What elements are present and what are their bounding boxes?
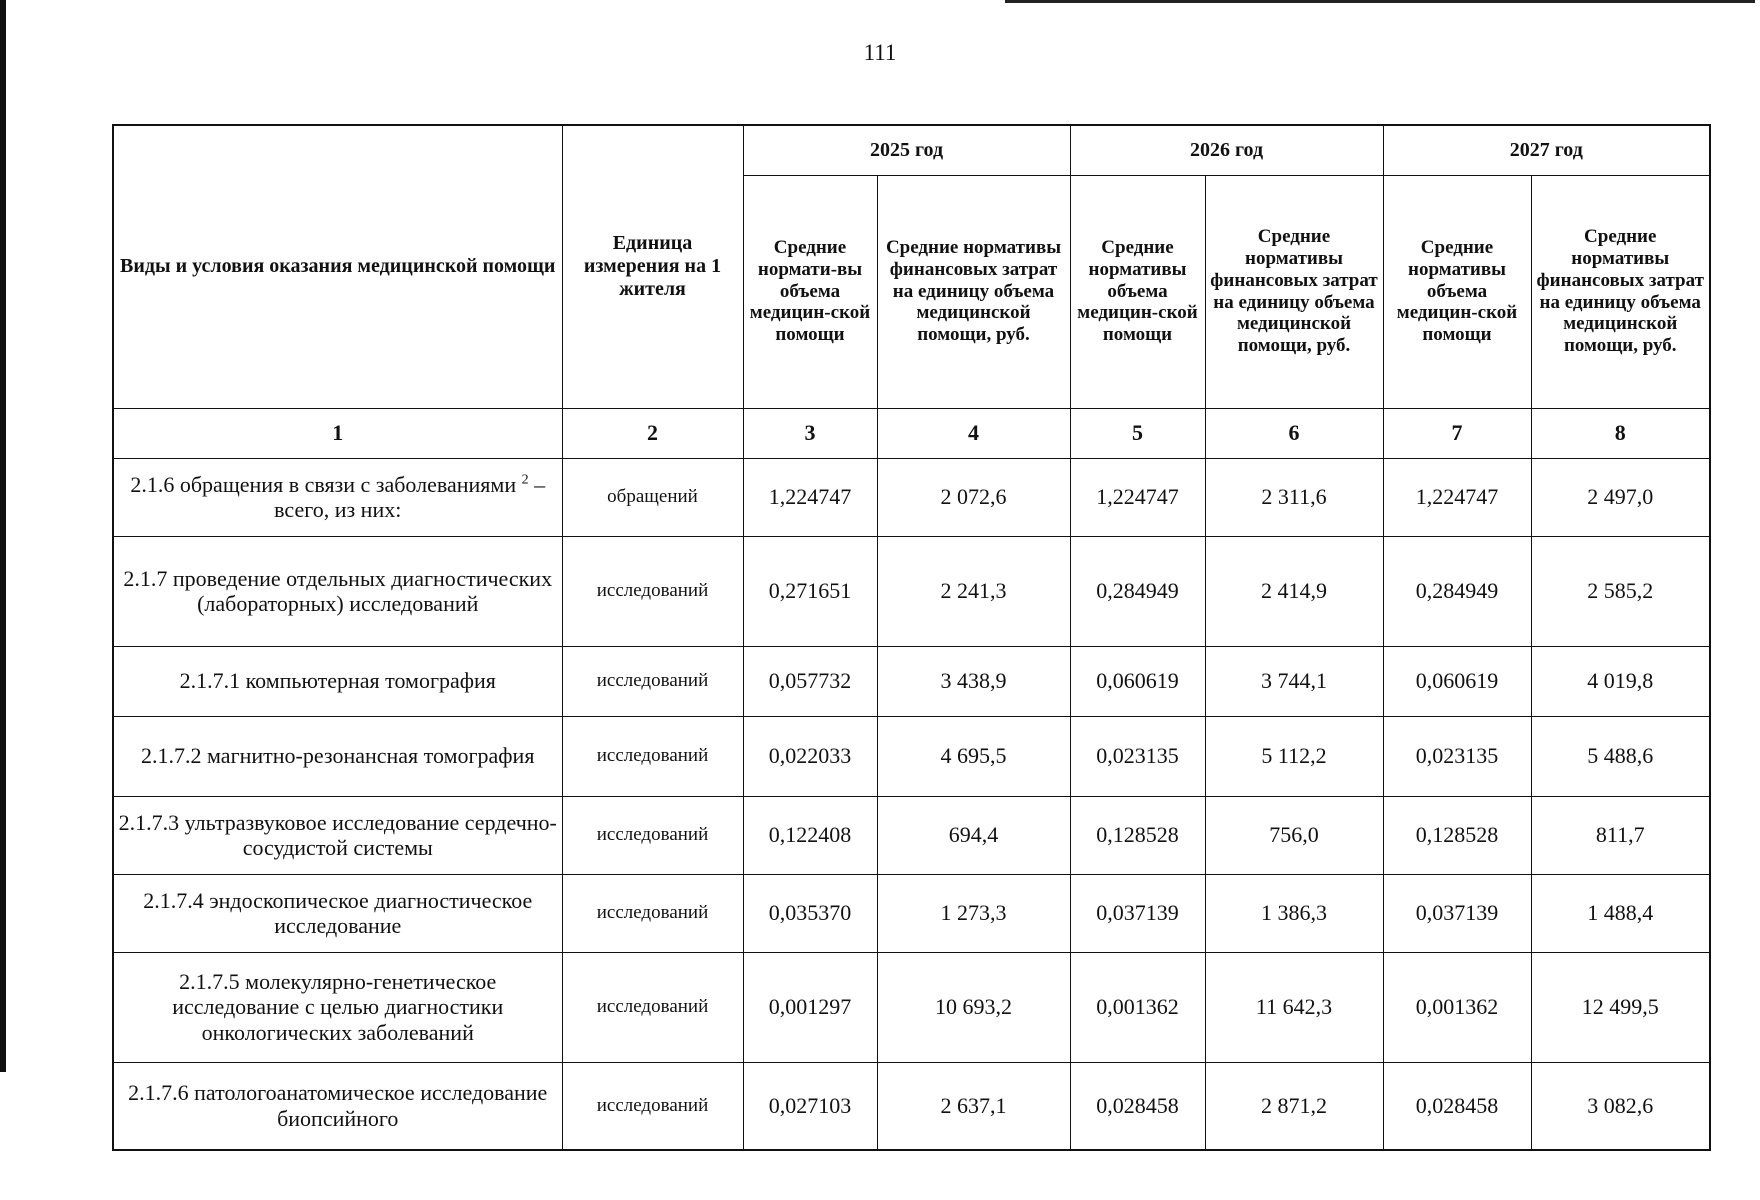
cell-cost-2026: 3 744,1 — [1205, 646, 1383, 716]
column-index: 3 — [743, 408, 877, 458]
footnote-mark: 2 — [521, 472, 529, 488]
row-unit: исследований — [562, 536, 743, 646]
cell-cost-2026: 5 112,2 — [1205, 716, 1383, 796]
cell-volume-2025: 1,224747 — [743, 458, 877, 536]
cell-volume-2025: 0,022033 — [743, 716, 877, 796]
cell-volume-2025: 0,035370 — [743, 874, 877, 952]
row-unit: исследований — [562, 646, 743, 716]
cell-volume-2026: 0,060619 — [1070, 646, 1205, 716]
header-cost-2025: Средние нормативы финансовых затрат на единицу объема медицинской помощи, руб. — [877, 175, 1070, 408]
cell-cost-2025: 2 241,3 — [877, 536, 1070, 646]
column-index: 5 — [1070, 408, 1205, 458]
cell-cost-2025: 2 637,1 — [877, 1062, 1070, 1150]
column-index: 6 — [1205, 408, 1383, 458]
cell-cost-2025: 10 693,2 — [877, 952, 1070, 1062]
row-name: 2.1.7.2 магнитно-резонансная томография — [113, 716, 562, 796]
row-unit: исследований — [562, 716, 743, 796]
cell-cost-2025: 4 695,5 — [877, 716, 1070, 796]
row-name: 2.1.7.3 ультразвуковое исследование сердечно-сосудистой системы — [113, 796, 562, 874]
cell-volume-2027: 1,224747 — [1383, 458, 1531, 536]
norms-table — [112, 124, 1711, 1151]
cell-volume-2025: 0,001297 — [743, 952, 877, 1062]
table-row — [113, 874, 1710, 952]
column-index: 1 — [113, 408, 562, 458]
row-name-text: 2.1.6 обращения в связи с заболеваниями — [130, 471, 517, 497]
cell-volume-2026: 0,037139 — [1070, 874, 1205, 952]
header-unit: Единица измерения на 1 жителя — [562, 125, 743, 408]
cell-volume-2026: 1,224747 — [1070, 458, 1205, 536]
column-index-row — [113, 408, 1710, 458]
scan-edge-top — [1005, 0, 1755, 3]
cell-cost-2027: 2 497,0 — [1531, 458, 1710, 536]
cell-cost-2027: 5 488,6 — [1531, 716, 1710, 796]
cell-cost-2027: 4 019,8 — [1531, 646, 1710, 716]
cell-volume-2026: 0,023135 — [1070, 716, 1205, 796]
header-cost-2027: Средние нормативы финансовых затрат на единицу объема медицинской помощи, руб. — [1531, 175, 1710, 408]
cell-volume-2027: 0,128528 — [1383, 796, 1531, 874]
column-index: 8 — [1531, 408, 1710, 458]
cell-cost-2026: 2 871,2 — [1205, 1062, 1383, 1150]
header-year-2026: 2026 год — [1070, 125, 1383, 175]
cell-cost-2025: 694,4 — [877, 796, 1070, 874]
table-row — [113, 1062, 1710, 1150]
cell-cost-2027: 3 082,6 — [1531, 1062, 1710, 1150]
cell-volume-2025: 0,271651 — [743, 536, 877, 646]
cell-cost-2026: 2 311,6 — [1205, 458, 1383, 536]
page-number: 111 — [863, 40, 897, 65]
header-cost-2026: Средние нормативы финансовых затрат на единицу объема медицинской помощи, руб. — [1205, 175, 1383, 408]
cell-volume-2026: 0,028458 — [1070, 1062, 1205, 1150]
row-name: 2.1.7.1 компьютерная томография — [113, 646, 562, 716]
cell-cost-2025: 1 273,3 — [877, 874, 1070, 952]
cell-volume-2026: 0,001362 — [1070, 952, 1205, 1062]
cell-cost-2027: 811,7 — [1531, 796, 1710, 874]
cell-cost-2025: 3 438,9 — [877, 646, 1070, 716]
table-row — [113, 646, 1710, 716]
cell-volume-2025: 0,122408 — [743, 796, 877, 874]
table-body — [113, 458, 1710, 1150]
scan-edge-left — [0, 0, 6, 1072]
cell-volume-2026: 0,284949 — [1070, 536, 1205, 646]
cell-cost-2026: 1 386,3 — [1205, 874, 1383, 952]
header-volume-2025: Средние нормати-вы объема медицин-ской помощи — [743, 175, 877, 408]
header-year-2025: 2025 год — [743, 125, 1070, 175]
table-row — [113, 716, 1710, 796]
cell-volume-2027: 0,037139 — [1383, 874, 1531, 952]
row-name — [113, 458, 562, 536]
cell-volume-2027: 0,028458 — [1383, 1062, 1531, 1150]
header-year-2027: 2027 год — [1383, 125, 1710, 175]
table-row — [113, 536, 1710, 646]
cell-cost-2026: 11 642,3 — [1205, 952, 1383, 1062]
cell-cost-2027: 12 499,5 — [1531, 952, 1710, 1062]
cell-volume-2027: 0,023135 — [1383, 716, 1531, 796]
cell-volume-2027: 0,060619 — [1383, 646, 1531, 716]
header-kind: Виды и условия оказания медицинской помощи — [113, 125, 562, 408]
row-unit: исследований — [562, 1062, 743, 1150]
header-volume-2026: Средние нормативы объема медицин-ской помощи — [1070, 175, 1205, 408]
cell-volume-2026: 0,128528 — [1070, 796, 1205, 874]
cell-cost-2027: 2 585,2 — [1531, 536, 1710, 646]
row-name: 2.1.7.6 патологоанатомическое исследование биопсийного — [113, 1062, 562, 1150]
row-unit: исследований — [562, 874, 743, 952]
cell-cost-2026: 756,0 — [1205, 796, 1383, 874]
table-row — [113, 458, 1710, 536]
row-unit: обращений — [562, 458, 743, 536]
cell-volume-2025: 0,027103 — [743, 1062, 877, 1150]
header-volume-2027: Средние нормативы объема медицин-ской помощи — [1383, 175, 1531, 408]
cell-volume-2025: 0,057732 — [743, 646, 877, 716]
table-header — [113, 125, 1710, 458]
row-name: 2.1.7 проведение отдельных диагностических (лабораторных) исследований — [113, 536, 562, 646]
cell-cost-2026: 2 414,9 — [1205, 536, 1383, 646]
row-unit: исследований — [562, 952, 743, 1062]
row-name-tail: – всего, из них: — [274, 471, 546, 522]
cell-volume-2027: 0,284949 — [1383, 536, 1531, 646]
cell-cost-2025: 2 072,6 — [877, 458, 1070, 536]
row-name: 2.1.7.5 молекулярно-генетическое исследование с целью диагностики онкологических заболеваний — [113, 952, 562, 1062]
column-index: 4 — [877, 408, 1070, 458]
row-unit: исследований — [562, 796, 743, 874]
column-index: 7 — [1383, 408, 1531, 458]
row-name: 2.1.7.4 эндоскопическое диагностическое исследование — [113, 874, 562, 952]
cell-cost-2027: 1 488,4 — [1531, 874, 1710, 952]
table-row — [113, 952, 1710, 1062]
cell-volume-2027: 0,001362 — [1383, 952, 1531, 1062]
table-row — [113, 796, 1710, 874]
column-index: 2 — [562, 408, 743, 458]
